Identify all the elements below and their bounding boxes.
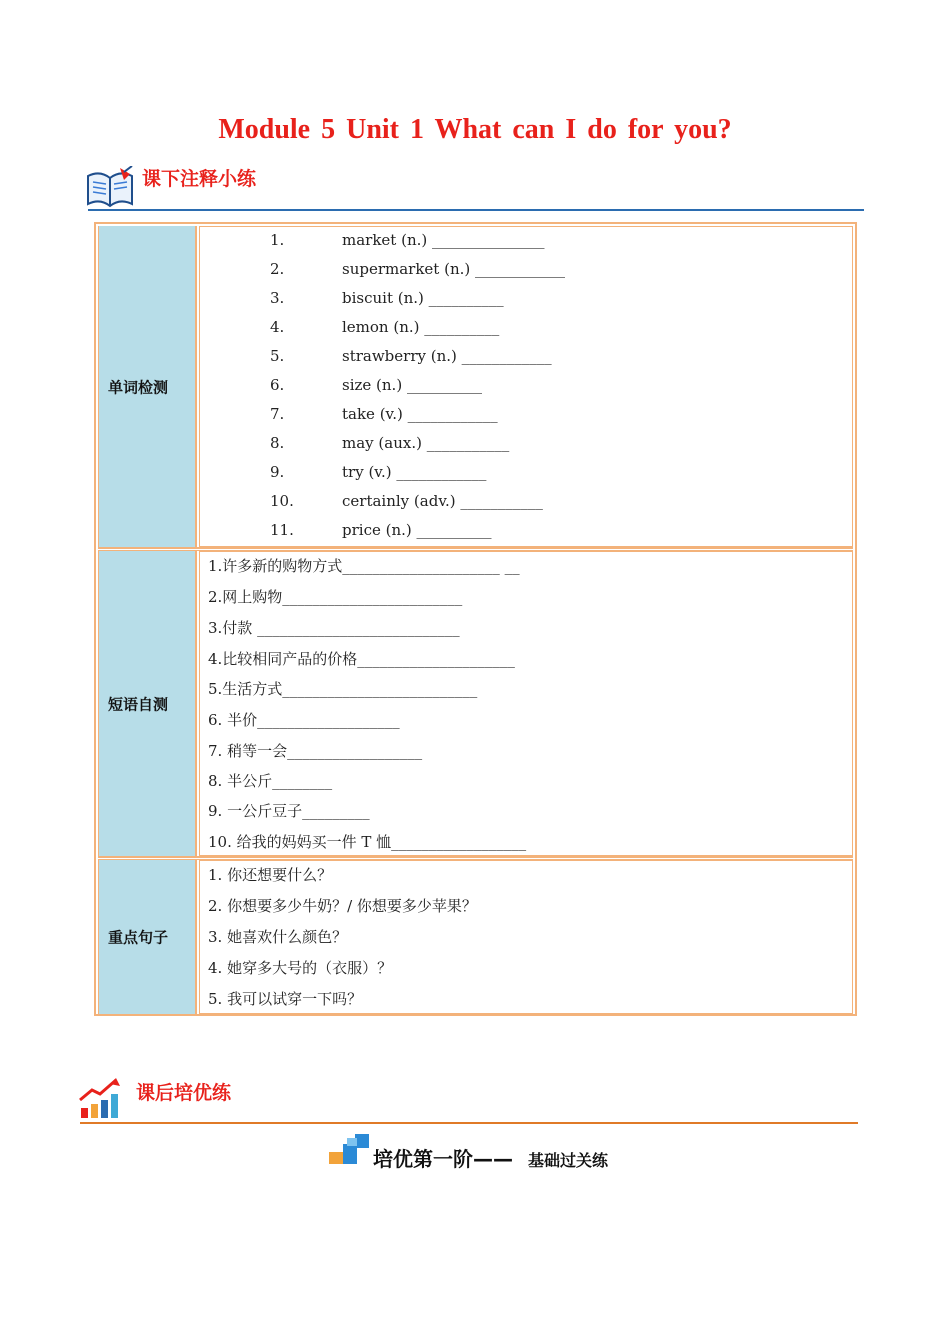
vocab-label: 单词检测 (108, 378, 169, 396)
section-header-notes (84, 162, 864, 214)
vocab-row (98, 226, 853, 547)
section-label-practice: 课后培优练 (136, 1082, 232, 1104)
vocab-content-cell: 1. market (n.) _______________ 2. supermarket (n.) ____________ 3. biscuit (n.) __________ 4. lemon (n.) __________ 5. strawberry (n.) ____________ 6. size (n.) __________ 7. take (v.) ____________ 8. may (aux.) ___________ 9. try (v.) ____________ 10. certainly (adv.) ___________ 11. price (n.) __________ (199, 226, 853, 547)
sentence-item: 1. 你还想要什么？ (208, 866, 333, 884)
stairs-icon (329, 1132, 371, 1166)
section-label-notes: 课下注释小练 (142, 168, 257, 190)
sentence-row (98, 860, 853, 1014)
phrase-label-cell (98, 551, 197, 856)
step-subtitle: 基础过关练 (528, 1151, 609, 1170)
phrase-item: 2.网上购物________________________ (208, 588, 463, 606)
section-divider (88, 209, 864, 211)
sentence-content-cell (199, 860, 853, 1014)
sentence-item: 3. 她喜欢什么颜色？ (208, 928, 348, 946)
sentence-item: 5. 我可以试穿一下吗？ (208, 990, 363, 1008)
sentence-label-cell (98, 860, 197, 1014)
phrase-item: 6. 半价___________________ (208, 711, 400, 729)
phrase-label: 短语自测 (108, 695, 169, 713)
step-title: 培优第一阶—— (373, 1147, 513, 1171)
phrase-row (98, 551, 853, 856)
exercise-table (94, 222, 857, 1016)
phrase-item: 9. 一公斤豆子_________ (208, 802, 370, 820)
rising-chart-icon (78, 1076, 122, 1120)
phrase-item: 1.许多新的购物方式_____________________ __ (208, 557, 520, 575)
section-header-practice (78, 1076, 860, 1128)
phrase-item: 4.比较相同产品的价格_____________________ (208, 650, 515, 668)
phrase-item: 8. 半公斤________ (208, 772, 333, 790)
open-book-icon (84, 166, 136, 210)
sentence-item: 2. 你想要多少牛奶？/ 你想要多少苹果？ (208, 897, 477, 915)
phrase-item: 7. 稍等一会__________________ (208, 742, 423, 760)
page-title: Module 5 Unit 1 What can I do for you? (218, 114, 732, 145)
vocab-label-cell (98, 226, 197, 547)
section-divider (80, 1122, 858, 1124)
step-heading (0, 1132, 950, 1172)
phrase-item: 10. 给我的妈妈买一件 T 恤__________________ (208, 833, 527, 851)
phrase-item: 3.付款 ___________________________ (208, 619, 460, 637)
phrase-content-cell (199, 551, 853, 856)
sentence-item: 4. 她穿多大号的（衣服）？ (208, 959, 393, 977)
sentence-label: 重点句子 (108, 928, 169, 947)
phrase-item: 5.生活方式__________________________ (208, 680, 478, 698)
